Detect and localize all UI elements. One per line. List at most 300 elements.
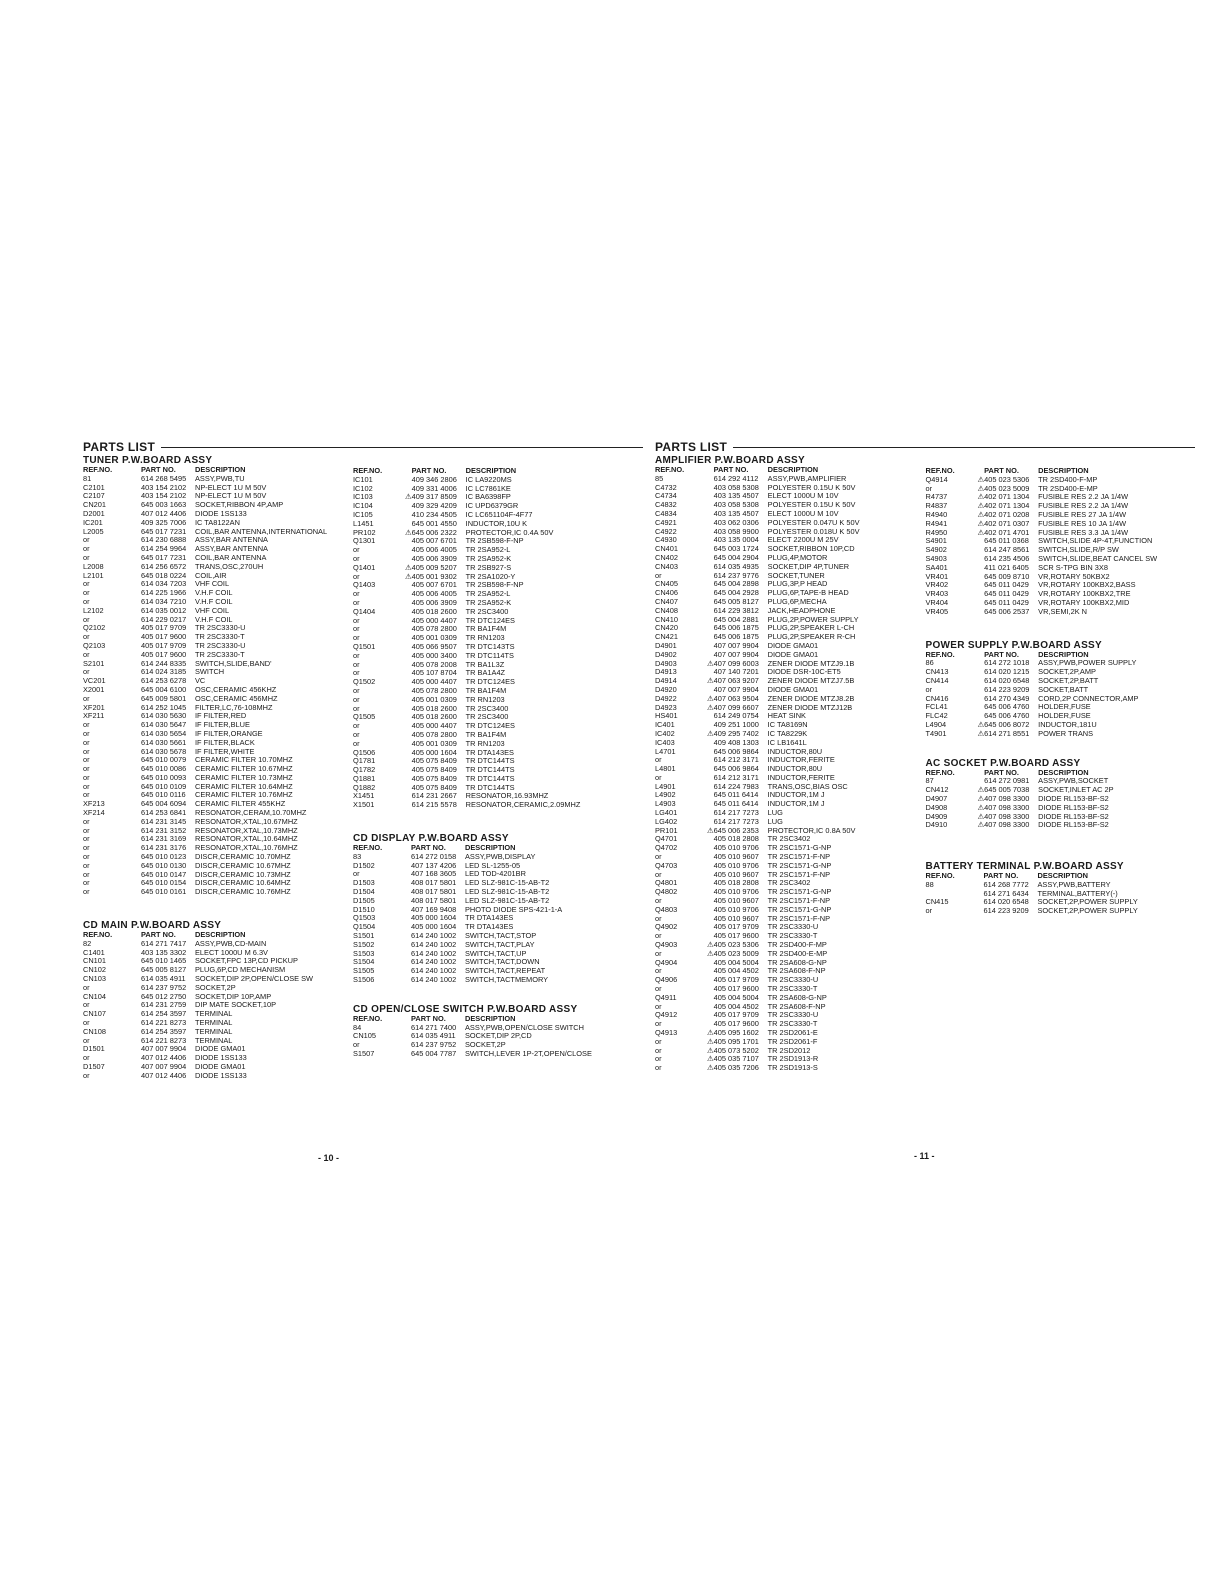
description-cell: IC TA8122AN — [195, 517, 240, 527]
safety-warning-icon — [405, 801, 412, 810]
part-no-cell: 614 030 5630 — [141, 711, 187, 721]
ref-no-cell: L2102 — [83, 605, 104, 615]
ref-no-cell: Q4914 — [925, 474, 948, 484]
part-no-cell: 645 001 4550 — [411, 518, 457, 528]
ref-no-cell: or — [83, 579, 90, 589]
ref-no-header: REF.NO. — [925, 767, 955, 777]
safety-warning-icon — [707, 915, 714, 924]
ref-no-header: REF.NO. — [925, 649, 955, 659]
ref-no-cell: Q4802 — [655, 887, 678, 897]
description-cell: TR 2SC1571-F-NP — [767, 869, 831, 879]
safety-warning-icon — [405, 713, 412, 722]
ref-no-cell: XF213 — [83, 799, 105, 809]
part-no-cell: 614 271 7417 — [141, 938, 187, 948]
description-cell: TR 2SB598-F-NP — [465, 580, 524, 590]
ref-no-cell: D2001 — [83, 508, 105, 518]
description-cell: INDUCTOR,10U K — [465, 518, 528, 528]
safety-warning-icon — [405, 581, 412, 590]
description-cell: SWITCH,TACT,UP — [465, 948, 527, 958]
ref-no-cell: or — [353, 615, 360, 625]
safety-warning-icon: ⚠ — [977, 811, 985, 821]
description-cell: IF FILTER,BLUE — [195, 720, 250, 730]
warning-header — [707, 466, 714, 475]
ref-no-header: REF.NO. — [353, 1013, 383, 1023]
ref-no-cell: or — [655, 984, 662, 994]
table-row — [83, 1072, 313, 1081]
ref-no-cell: T4901 — [925, 728, 947, 738]
ref-no-cell: CN416 — [925, 693, 949, 703]
part-no-cell: 645 011 0368 — [984, 536, 1029, 546]
ref-no-cell: or — [353, 668, 360, 678]
safety-warning-icon: ⚠ — [977, 527, 985, 537]
ref-no-cell: 81 — [83, 473, 92, 483]
safety-warning-icon — [707, 809, 714, 818]
ref-no-cell: D1505 — [353, 895, 375, 905]
description-cell: ZENER DIODE MTZJ7.5B — [767, 676, 855, 686]
safety-warning-icon — [707, 888, 714, 897]
part-no-cell: 645 004 7787 — [411, 1049, 457, 1059]
description-cell: TR DTA143ES — [465, 922, 514, 932]
ref-no-cell: or — [925, 906, 933, 916]
ref-no-cell: L4904 — [925, 719, 947, 729]
ref-no-cell: or — [925, 684, 933, 694]
part-no-cell: 645 004 2881 — [713, 614, 759, 624]
ref-no-header: REF.NO. — [83, 930, 113, 940]
part-no-cell: 614 235 4506 — [984, 553, 1030, 563]
safety-warning-icon — [707, 976, 714, 985]
section-title: BATTERY TERMINAL P.W.BOARD ASSY — [925, 861, 1124, 873]
part-no-cell: 405 007 6701 — [411, 536, 457, 546]
description-cell: TR DTA143ES — [465, 747, 514, 757]
description-cell: INDUCTOR,1M J — [767, 799, 825, 809]
part-no-cell: 409 329 4209 — [411, 501, 457, 511]
description-cell: VHF COIL — [195, 579, 230, 589]
ref-no-cell: HS401 — [655, 711, 678, 721]
ref-no-cell: D4910 — [925, 820, 948, 830]
part-no-cell: 645 011 0429 — [984, 597, 1029, 607]
safety-warning-icon: ⚠ — [405, 562, 412, 572]
part-no-cell: 405 010 9607 — [713, 913, 759, 923]
safety-warning-icon — [978, 659, 985, 668]
description-cell: PLUG,2P,POWER SUPPLY — [767, 614, 859, 624]
safety-warning-icon — [405, 740, 412, 749]
ref-no-cell: IC102 — [353, 483, 373, 493]
parts-list-page-11 — [655, 440, 1195, 1073]
description-cell: DIODE RL153-BF-S2 — [1038, 811, 1109, 821]
description-cell: SOCKET,DIP 2P,CD — [465, 1031, 532, 1041]
part-no-cell: 614 237 9776 — [713, 570, 759, 580]
ref-no-cell: or — [353, 721, 360, 731]
description-cell: LED TOD-4201BR — [465, 869, 526, 879]
ref-no-cell: Q4904 — [655, 957, 678, 967]
part-no-cell: 645 006 1875 — [713, 623, 759, 633]
description-cell: INDUCTOR,80U — [767, 764, 823, 774]
description-cell: LUG — [767, 816, 783, 826]
part-no-cell: 645 006 4760 — [984, 711, 1030, 721]
safety-warning-icon — [405, 775, 412, 784]
description-cell: ELECT 2200U M 25V — [767, 535, 839, 545]
safety-warning-icon — [405, 643, 412, 652]
part-no-cell: 405 004 4502 — [713, 1001, 759, 1011]
ref-no-cell: or — [83, 693, 90, 703]
table-row — [83, 888, 327, 897]
description-cell: DIODE GMA01 — [195, 1062, 246, 1071]
safety-warning-icon — [707, 519, 714, 528]
description-header: DESCRIPTION — [465, 1013, 516, 1023]
safety-warning-icon: ⚠ — [707, 940, 714, 950]
ref-no-cell: CN408 — [655, 605, 679, 615]
safety-warning-icon: ⚠ — [405, 571, 412, 581]
part-no-cell: 645 006 2353 — [713, 825, 759, 835]
safety-warning-icon — [707, 985, 714, 994]
safety-warning-icon: ⚠ — [977, 820, 985, 830]
part-no-cell: 405 000 3400 — [411, 650, 457, 660]
part-no-cell: 405 017 9709 — [713, 922, 759, 932]
ref-no-header: REF.NO. — [925, 871, 955, 881]
part-no-cell: 405 017 9600 — [141, 632, 187, 642]
ref-no-cell: D4908 — [925, 802, 948, 812]
part-no-cell: 405 000 1604 — [411, 747, 457, 757]
part-no-cell: 405 004 4502 — [713, 966, 759, 976]
part-no-cell: 614 231 3145 — [141, 816, 187, 826]
ref-no-cell: PR101 — [655, 825, 678, 835]
part-no-cell: 407 098 3300 — [984, 802, 1030, 812]
part-no-header: PART NO. — [984, 649, 1019, 659]
description-cell: TERMINAL — [195, 1026, 233, 1036]
ref-no-cell: or — [83, 1053, 90, 1063]
description-cell: RESONATOR,CERAM,10.70MHZ — [195, 808, 307, 818]
safety-warning-icon — [707, 739, 714, 748]
part-no-cell: 645 010 0130 — [141, 860, 187, 870]
description-cell: TR 2SD400-F-MP — [1038, 474, 1098, 484]
safety-warning-icon — [978, 686, 985, 695]
safety-warning-icon — [405, 599, 412, 608]
part-no-cell: 645 006 2537 — [984, 606, 1030, 616]
description-header: DESCRIPTION — [465, 466, 517, 475]
description-cell: SOCKET,2P — [465, 1040, 506, 1050]
description-cell: POLYESTER 0.018U K 50V — [767, 526, 860, 536]
description-cell: TR BA1L3Z — [465, 659, 505, 669]
safety-warning-icon — [978, 537, 985, 546]
ref-no-cell: Q1404 — [353, 606, 376, 616]
description-cell: TR 2SC3330-T — [767, 1019, 818, 1029]
safety-warning-icon — [707, 572, 714, 581]
safety-warning-icon — [978, 590, 985, 599]
ref-no-cell: or — [83, 737, 90, 747]
part-no-cell: 645 010 0147 — [141, 869, 187, 879]
part-no-cell: 407 012 4406 — [141, 508, 187, 518]
safety-warning-icon: ⚠ — [707, 1045, 714, 1055]
ref-no-cell: Q1504 — [353, 922, 376, 932]
safety-warning-icon: ⚠ — [707, 676, 714, 686]
ref-no-cell: S1506 — [353, 975, 375, 985]
table-row — [353, 801, 580, 810]
table-row — [926, 712, 1139, 721]
safety-warning-icon — [978, 608, 985, 617]
part-no-cell: 407 007 9904 — [141, 1062, 187, 1071]
safety-warning-icon — [707, 853, 714, 862]
part-no-cell: 407 063 9504 — [713, 693, 759, 703]
safety-warning-icon: ⚠ — [405, 527, 412, 537]
description-cell: DISCR,CERAMIC 10.64MHZ — [195, 878, 291, 888]
part-no-cell: 614 268 7772 — [983, 879, 1029, 889]
description-cell: TR RN1203 — [465, 633, 505, 643]
ref-no-cell: SA401 — [925, 562, 948, 572]
ref-no-cell: 84 — [353, 1022, 362, 1032]
ref-no-cell: or — [655, 755, 662, 765]
ref-no-cell: or — [83, 790, 90, 800]
description-cell: TR 2SC3400 — [465, 712, 509, 722]
safety-warning-icon: ⚠ — [977, 719, 985, 729]
safety-warning-icon — [405, 511, 412, 520]
page-number: - 11 - — [914, 1151, 935, 1161]
safety-warning-icon — [405, 661, 412, 670]
part-no-cell: 614 020 6548 — [984, 675, 1030, 685]
safety-warning-icon: ⚠ — [977, 509, 985, 519]
ref-no-cell: XF214 — [83, 808, 105, 818]
part-no-cell: 614 270 4349 — [984, 693, 1030, 703]
safety-warning-icon — [707, 800, 714, 809]
part-no-header: PART NO. — [411, 843, 446, 853]
ref-no-cell: or — [353, 694, 360, 704]
part-no-cell: 405 017 9600 — [713, 1019, 759, 1029]
part-no-cell: 614 230 6888 — [141, 535, 187, 545]
ref-no-cell: 83 — [353, 851, 362, 861]
part-no-cell: 405 023 5306 — [984, 474, 1030, 484]
ref-no-cell: R4950 — [925, 527, 948, 537]
part-no-cell: 614 244 8335 — [141, 658, 187, 668]
description-cell: DIODE RL153-BF-S2 — [1038, 820, 1109, 830]
ref-no-cell: IC403 — [655, 737, 675, 747]
ref-no-cell: IC103 — [353, 492, 373, 502]
description-cell: SWITCH,TACTMEMORY — [465, 975, 549, 985]
description-cell: ASSY,PWB,POWER SUPPLY — [1038, 658, 1137, 668]
ref-no-cell: CN406 — [655, 588, 679, 598]
part-no-cell: 645 006 1875 — [713, 632, 759, 642]
description-cell: CERAMIC FILTER 10.67MHZ — [195, 764, 293, 774]
part-no-cell: 405 007 6701 — [411, 580, 457, 590]
safety-warning-icon — [978, 668, 985, 677]
ref-no-cell: or — [83, 887, 90, 897]
part-no-cell: 408 017 5801 — [411, 878, 457, 888]
part-no-cell: 645 004 2928 — [713, 588, 759, 598]
description-cell: TR 2SB598-F-NP — [465, 536, 524, 546]
part-no-cell: 614 231 3169 — [141, 834, 187, 844]
part-no-cell: 645 011 0429 — [984, 580, 1029, 590]
ref-no-cell: VR402 — [925, 580, 949, 590]
safety-warning-icon — [707, 563, 714, 572]
part-no-cell: 405 006 3909 — [411, 553, 457, 563]
safety-warning-icon — [978, 573, 985, 582]
description-cell: TERMINAL,BATTERY(-) — [1037, 888, 1118, 898]
part-no-cell: 403 135 0004 — [713, 535, 759, 545]
description-cell: TRANS,OSC,BIAS OSC — [767, 781, 848, 791]
part-no-cell: 614 035 4911 — [411, 1031, 456, 1041]
safety-warning-icon — [707, 589, 714, 598]
description-cell: TR BA1A4Z — [465, 668, 506, 678]
description-cell: SOCKET,FPC 13P,CD PICKUP — [195, 956, 298, 966]
ref-no-cell: or — [655, 869, 662, 879]
parts-table — [83, 931, 313, 1081]
description-cell: IF FILTER,ORANGE — [195, 728, 263, 738]
description-cell: SWITCH,TACT,STOP — [465, 931, 537, 941]
parts-columns — [655, 454, 1195, 1073]
safety-warning-icon — [707, 906, 714, 915]
safety-warning-icon — [405, 590, 412, 599]
description-cell: PHOTO DIODE SPS-421-1-A — [465, 904, 563, 914]
safety-warning-icon: ⚠ — [707, 1063, 714, 1073]
part-no-cell: 645 010 0123 — [141, 852, 187, 862]
part-no-header: PART NO. — [411, 1013, 446, 1023]
description-cell: DIODE GMA01 — [767, 649, 819, 659]
part-no-cell: 405 010 9706 — [713, 860, 759, 870]
description-cell: TR 2SC3330-U — [195, 640, 246, 650]
parts-table — [655, 466, 860, 1073]
description-cell: POLYESTER 0.15U K 50V — [767, 500, 856, 510]
ref-no-cell: IC101 — [353, 474, 373, 484]
part-no-cell: 614 212 3171 — [713, 772, 759, 782]
description-cell: RESONATOR,CERAMIC,2.09MHZ — [465, 800, 581, 810]
safety-warning-icon — [978, 677, 985, 686]
parts-column — [655, 454, 926, 1073]
table-row — [353, 941, 562, 950]
part-no-cell: 405 006 4005 — [411, 545, 457, 555]
description-cell: PROTECTOR,IC 0.4A 50V — [465, 527, 554, 537]
ref-no-cell: S1505 — [353, 966, 375, 976]
ref-no-cell: Q4912 — [655, 1010, 678, 1020]
section-title: AC SOCKET P.W.BOARD ASSY — [925, 757, 1081, 769]
description-cell: VR,ROTARY 50KBX2 — [1038, 571, 1110, 581]
part-no-cell: 405 001 9302 — [411, 571, 457, 581]
safety-warning-icon — [978, 581, 985, 590]
ref-no-cell: C4732 — [655, 482, 677, 492]
part-no-cell: 614 256 6572 — [141, 561, 187, 571]
ref-no-cell: 87 — [925, 776, 934, 786]
description-cell: TR 2SC1571-F-NP — [767, 896, 831, 906]
part-no-cell: 407 007 9904 — [713, 684, 759, 694]
warning-header — [978, 651, 985, 660]
part-no-cell: 614 254 3597 — [141, 1009, 187, 1019]
description-cell: ASSY,PWB,BATTERY — [1037, 879, 1111, 889]
description-cell: SWITCH,SLIDE,R/P SW — [1038, 545, 1119, 555]
description-cell: SOCKET,DIP 2P,OPEN/CLOSE SW — [195, 974, 314, 984]
section-title: CD OPEN/CLOSE SWITCH P.W.BOARD ASSY — [353, 1003, 578, 1015]
ref-no-cell: L4801 — [655, 764, 676, 774]
part-no-cell: 405 075 8409 — [411, 773, 457, 783]
safety-warning-icon — [707, 844, 714, 853]
part-no-cell: 405 018 2600 — [411, 703, 457, 713]
safety-warning-icon — [405, 476, 412, 485]
description-cell: ZENER DIODE MTZJ9.1B — [767, 658, 855, 668]
description-cell: DISCR,CERAMIC 10.70MHZ — [195, 852, 291, 862]
part-no-cell: 645 012 2750 — [141, 991, 187, 1001]
ref-no-cell: S4901 — [925, 536, 947, 546]
description-cell: VHF COIL — [195, 605, 230, 615]
ref-no-cell: or — [655, 1054, 662, 1064]
description-cell: FUSIBLE RES 2.2 JA 1/4W — [1038, 501, 1129, 511]
parts-table — [353, 844, 562, 985]
ref-no-cell: LG402 — [655, 816, 678, 826]
safety-warning-icon — [707, 598, 714, 607]
description-cell: PLUG,4P,MOTOR — [767, 552, 828, 562]
description-cell: OSC,CERAMIC 456MHZ — [195, 693, 278, 703]
description-header: DESCRIPTION — [195, 465, 246, 474]
description-cell: DIODE GMA01 — [767, 684, 819, 694]
part-no-cell: 403 058 5308 — [713, 482, 759, 492]
part-no-cell: 410 234 4505 — [411, 509, 457, 519]
part-no-cell: 614 020 6548 — [983, 897, 1029, 907]
ref-no-cell: or — [655, 1045, 662, 1055]
ref-no-cell: Q1401 — [353, 562, 376, 572]
ref-no-header: REF.NO. — [353, 843, 383, 853]
description-cell: RESONATOR,XTAL,10.73MHZ — [195, 825, 298, 835]
description-cell: RESONATOR,XTAL,10.64MHZ — [195, 834, 298, 844]
ref-no-cell: IC401 — [655, 720, 675, 730]
ref-no-cell: Q1782 — [353, 765, 376, 775]
description-cell: HOLDER,FUSE — [1038, 702, 1091, 712]
description-cell: TR 2SD1913-S — [767, 1063, 818, 1073]
description-cell: SOCKET,DIP 4P,TUNER — [767, 561, 850, 571]
parts-column — [83, 454, 353, 1081]
safety-warning-icon — [707, 633, 714, 642]
ref-no-cell: CN104 — [83, 991, 107, 1001]
part-no-cell: 405 078 2800 — [411, 685, 457, 695]
part-no-cell: 407 099 6607 — [713, 702, 759, 712]
part-no-cell: 614 240 1002 — [411, 948, 457, 958]
description-cell: TR DTC143TS — [465, 641, 515, 651]
ref-no-cell: or — [655, 1036, 662, 1046]
part-no-cell: 614 253 6841 — [141, 808, 187, 818]
description-cell: DIP MATE SOCKET,10P — [195, 1000, 277, 1010]
description-cell: TR DTC124ES — [465, 721, 515, 731]
ref-no-cell: or — [655, 931, 662, 941]
description-cell: SOCKET,2P,BATT — [1038, 675, 1099, 685]
description-cell: TR 2SD1913-R — [767, 1054, 819, 1064]
ref-no-cell: or — [83, 755, 90, 765]
safety-warning-icon — [978, 703, 985, 712]
part-no-cell: 645 011 6414 — [713, 790, 759, 800]
safety-warning-icon: ⚠ — [707, 728, 714, 738]
description-cell: TR 2SC1571-F-NP — [767, 852, 831, 862]
part-no-cell: 403 058 5308 — [713, 500, 759, 510]
description-cell: TR 2SA952-L — [465, 589, 511, 599]
ref-no-cell: CN107 — [83, 1009, 107, 1019]
parts-table — [926, 467, 1158, 617]
safety-warning-icon: ⚠ — [707, 825, 714, 835]
ref-no-cell: L2101 — [83, 570, 104, 580]
part-no-cell: 407 169 9408 — [411, 904, 457, 914]
ref-no-cell: or — [655, 570, 662, 580]
ref-no-cell: or — [353, 545, 360, 555]
part-no-cell: 409 317 8509 — [411, 492, 457, 502]
page-heading — [655, 440, 1195, 454]
description-cell: TR 2SC1571-G-NP — [767, 904, 832, 914]
part-no-cell: 645 005 8127 — [713, 596, 759, 606]
ref-no-cell: L2008 — [83, 561, 104, 571]
ref-no-cell: Q1882 — [353, 782, 376, 792]
safety-warning-icon — [707, 879, 714, 888]
ref-no-cell: or — [655, 1063, 662, 1073]
ref-no-cell: LG401 — [655, 808, 678, 818]
safety-warning-icon: ⚠ — [977, 483, 985, 493]
part-no-cell: 614 229 0217 — [141, 614, 187, 624]
ref-no-cell: or — [353, 633, 360, 643]
ref-no-cell: D1503 — [353, 878, 375, 888]
part-no-cell: 405 018 2600 — [411, 712, 457, 722]
safety-warning-icon — [707, 616, 714, 625]
description-cell: TR 2SC1571-G-NP — [767, 887, 832, 897]
part-no-cell: 405 010 9706 — [713, 904, 759, 914]
